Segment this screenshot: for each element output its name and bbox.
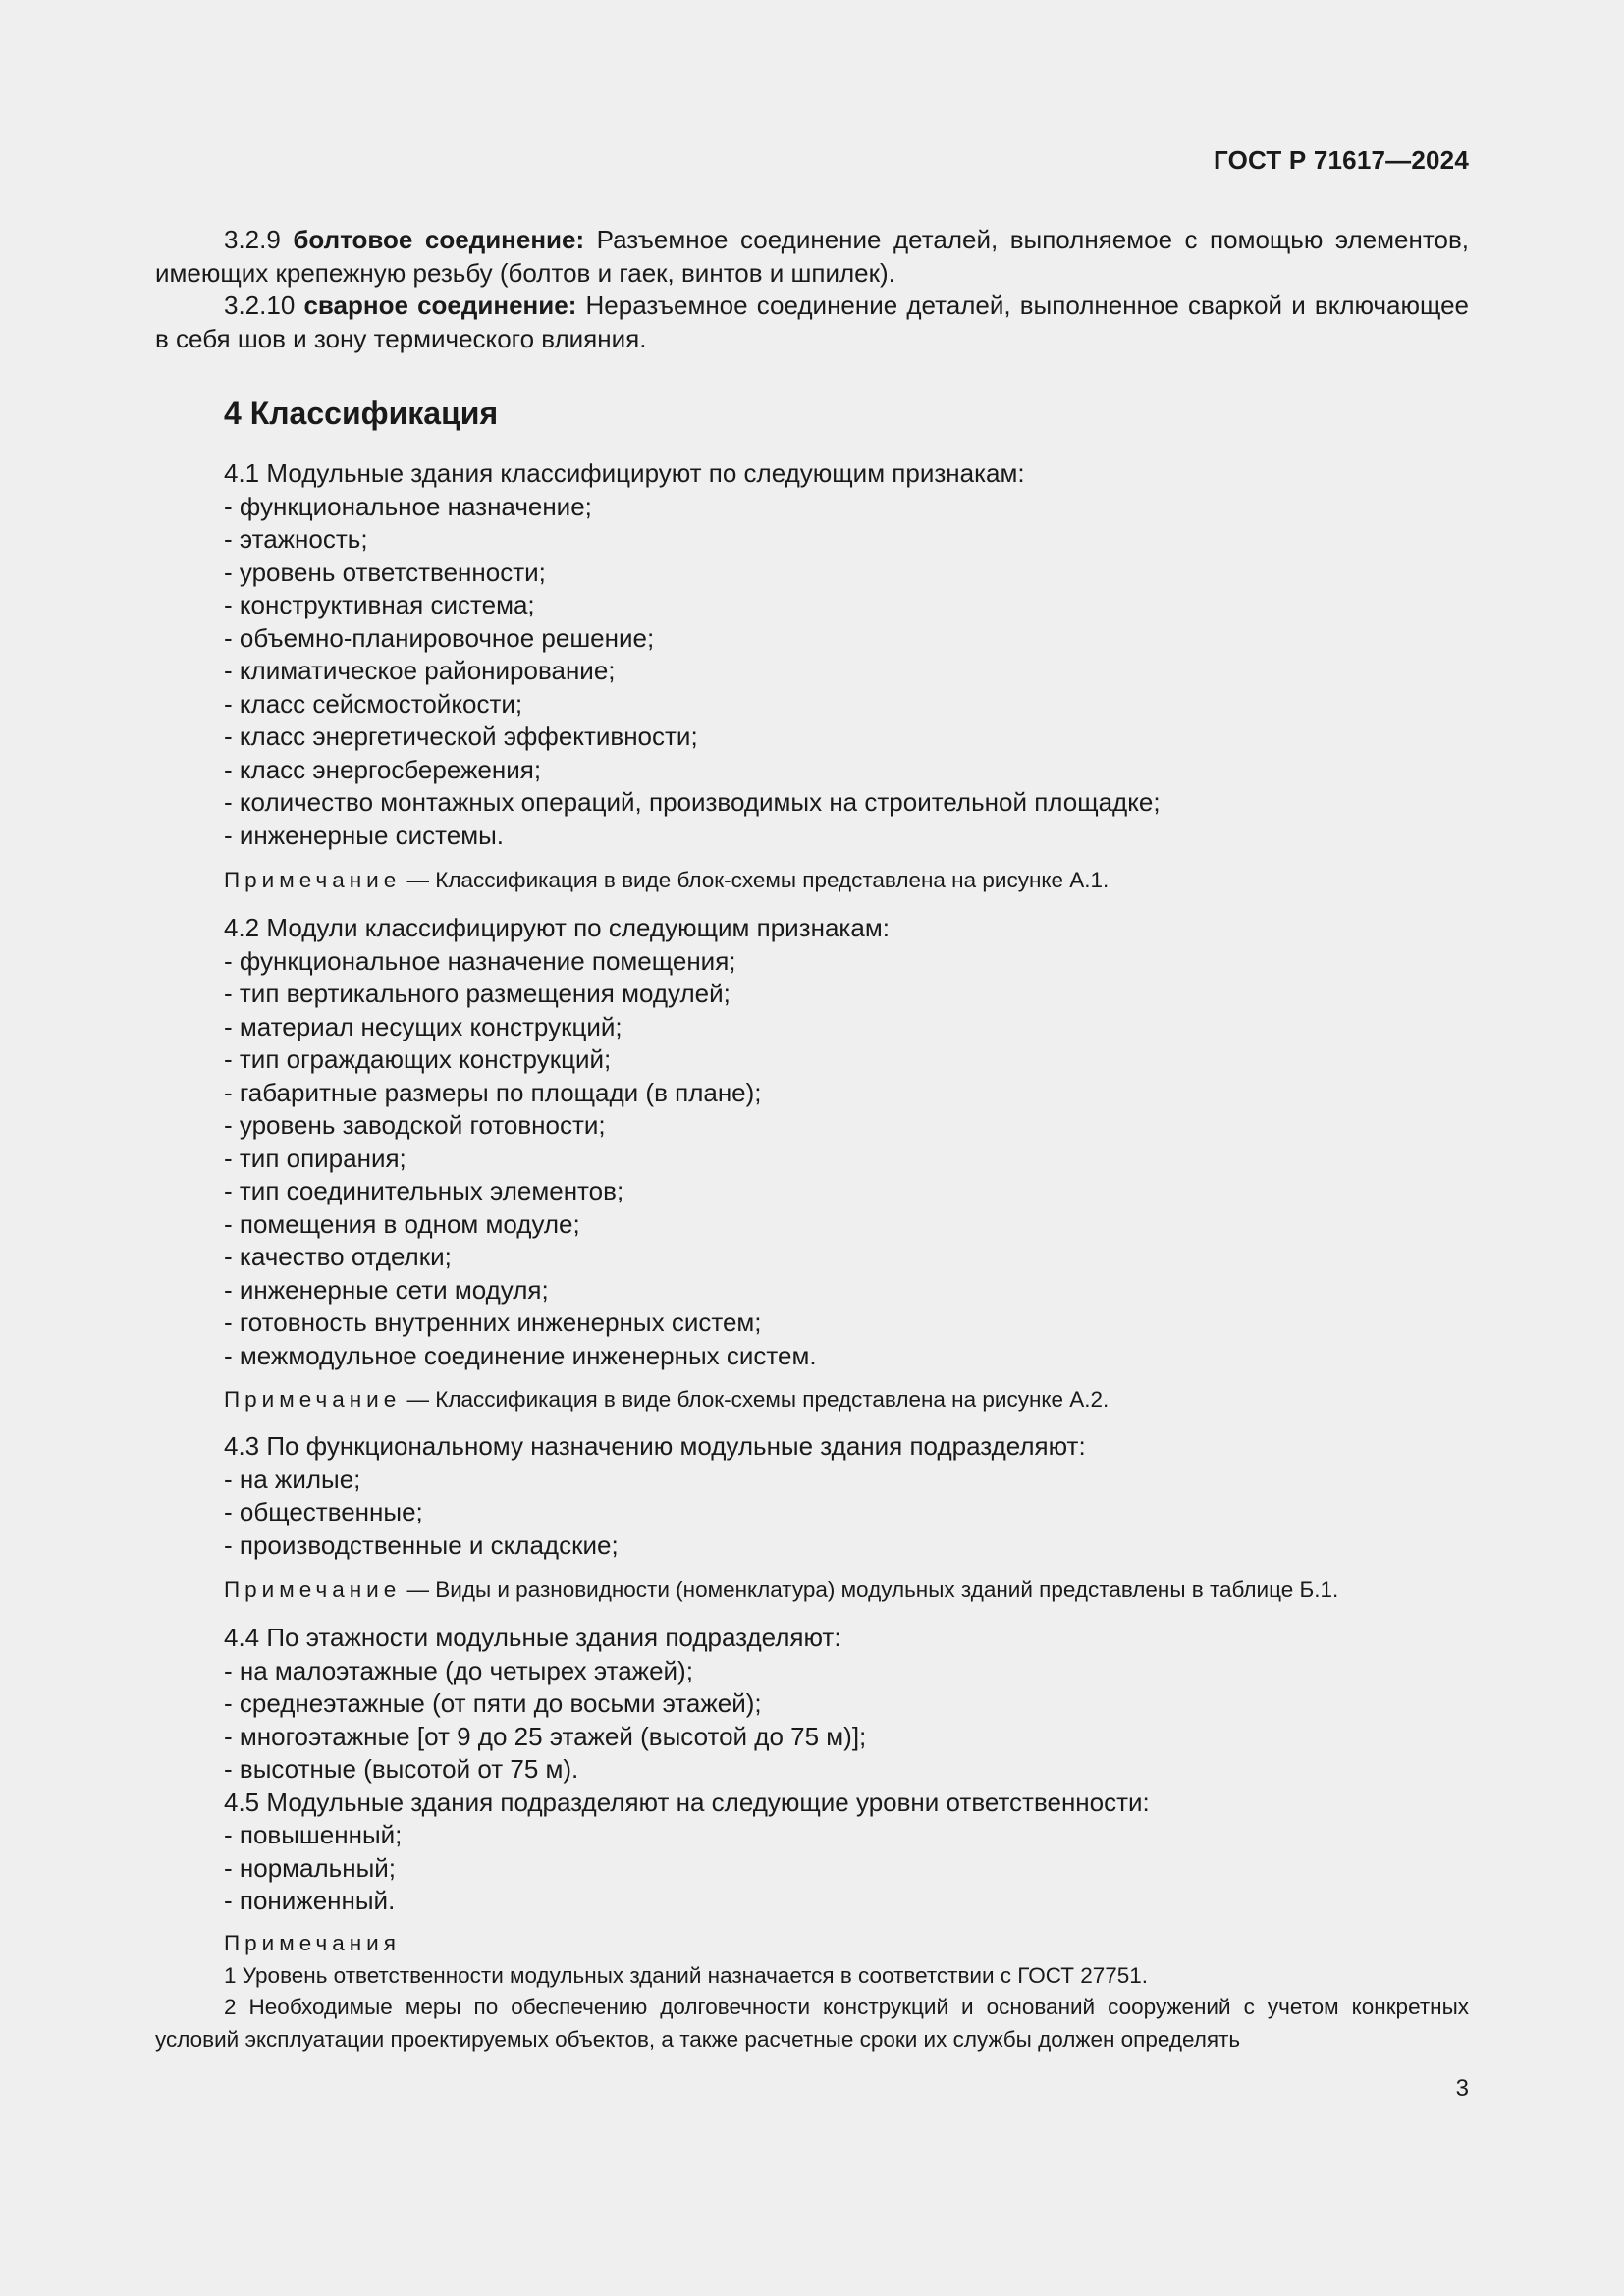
list-item: - на малоэтажные (до четырех этажей); <box>224 1655 693 1685</box>
list-item: - высотные (высотой от 75 м). <box>224 1754 579 1784</box>
note-label: Примечание <box>224 1387 402 1412</box>
final-notes <box>155 1928 1469 2056</box>
list-item: - помещения в одном модуле; <box>224 1208 580 1239</box>
term: болтовое соединение: <box>293 225 585 254</box>
list-item: - уровень заводской готовности; <box>224 1110 606 1140</box>
note-2: 2 Необходимые меры по обеспечению долговечности конструкций и оснований сооружений с учетом конкретных условий эксплуатации проектируемых объектов, а также расчетные сроки их службы должен определять <box>155 1995 1469 2052</box>
list-item: - многоэтажные [от 9 до 25 этажей (высотой до 75 м)]; <box>224 1721 867 1751</box>
note-label: Примечание <box>224 868 402 892</box>
list-item: - тип опирания; <box>224 1143 406 1173</box>
term: сварное соединение: <box>303 291 577 320</box>
section-4-3 <box>224 1430 1469 1562</box>
list-item: - класс сейсмостойкости; <box>224 688 523 719</box>
clause-intro: 4.4 По этажности модульные здания подразделяют: <box>224 1623 841 1652</box>
section-4-1 <box>224 457 1469 852</box>
list-item: - общественные; <box>224 1497 423 1526</box>
definitions <box>155 224 1469 355</box>
list-item: - конструктивная система; <box>224 590 535 619</box>
list-item: - инженерные системы. <box>224 820 505 850</box>
list-item: - класс энергосбережения; <box>224 754 542 784</box>
note-label: Примечание <box>224 1577 402 1602</box>
list-item: - функциональное назначение; <box>224 491 592 521</box>
list-item: - уровень ответственности; <box>224 557 546 587</box>
list-item: - готовность внутренних инженерных систем; <box>224 1308 762 1337</box>
list-item: - межмодульное соединение инженерных систем. <box>224 1340 817 1370</box>
list-item: - инженерные сети модуля; <box>224 1274 549 1305</box>
list-item: - пониженный. <box>224 1886 396 1915</box>
note-4-3: Примечание — Виды и разновидности (номенклатура) модульных зданий представлены в таблице Б.1. <box>224 1577 1339 1602</box>
note-4-2: Примечание — Классификация в виде блок-схемы представлена на рисунке А.2. <box>224 1387 1110 1412</box>
definition-3-2-10: 3.2.10 сварное соединение: Неразъемное соединение деталей, выполненное сваркой и включающее в себя шов и зону термического влияния. <box>155 291 1469 353</box>
list-item: - нормальный; <box>224 1852 397 1883</box>
list-item: - этажность; <box>224 524 368 554</box>
section-4-2 <box>224 912 1469 1372</box>
section-title: 4 Классификация <box>224 396 499 431</box>
list-item: - тип соединительных элементов; <box>224 1176 624 1205</box>
clause-intro: 4.2 Модули классифицируют по следующим признакам: <box>224 913 890 942</box>
list-item: - производственные и складские; <box>224 1529 619 1560</box>
note-1: 1 Уровень ответственности модульных зданий назначается в соответствии с ГОСТ 27751. <box>224 1962 1149 1988</box>
list-item: - функциональное назначение помещения; <box>224 945 736 976</box>
list-item: - объемно-планировочное решение; <box>224 622 655 653</box>
clause-intro: 4.5 Модульные здания подразделяют на следующие уровни ответственности: <box>224 1787 1150 1817</box>
page-number: 3 <box>1455 2075 1469 2102</box>
clause-intro: 4.1 Модульные здания классифицируют по следующим признакам: <box>224 458 1025 488</box>
document-header: ГОСТ Р 71617—2024 <box>1214 145 1469 175</box>
definition-3-2-9: 3.2.9 болтовое соединение: Разъемное соединение деталей, выполняемое с помощью элементов, имеющих крепежную резьбу (болтов и гаек, винтов и шпилек). <box>155 225 1469 288</box>
section-4-4 <box>224 1622 1469 1918</box>
list-item: - количество монтажных операций, производимых на строительной площадке; <box>224 787 1161 817</box>
list-item: - тип ограждающих конструкций; <box>224 1044 612 1074</box>
list-item: - на жилые; <box>224 1464 361 1494</box>
list-item: - материал несущих конструкций; <box>224 1011 623 1041</box>
list-item: - климатическое районирование; <box>224 656 616 685</box>
list-item: - среднеэтажные (от пяти до восьми этажей); <box>224 1688 762 1718</box>
list-item: - повышенный; <box>224 1820 403 1849</box>
list-item: - тип вертикального размещения модулей; <box>224 979 731 1008</box>
list-item: - класс энергетической эффективности; <box>224 721 698 751</box>
clause-intro: 4.3 По функциональному назначению модульные здания подразделяют: <box>224 1431 1086 1461</box>
notes-label: Примечания <box>224 1931 401 1955</box>
list-item: - габаритные размеры по площади (в плане); <box>224 1077 762 1107</box>
list-item: - качество отделки; <box>224 1242 452 1271</box>
note-4-1: Примечание — Классификация в виде блок-схемы представлена на рисунке А.1. <box>224 868 1110 892</box>
